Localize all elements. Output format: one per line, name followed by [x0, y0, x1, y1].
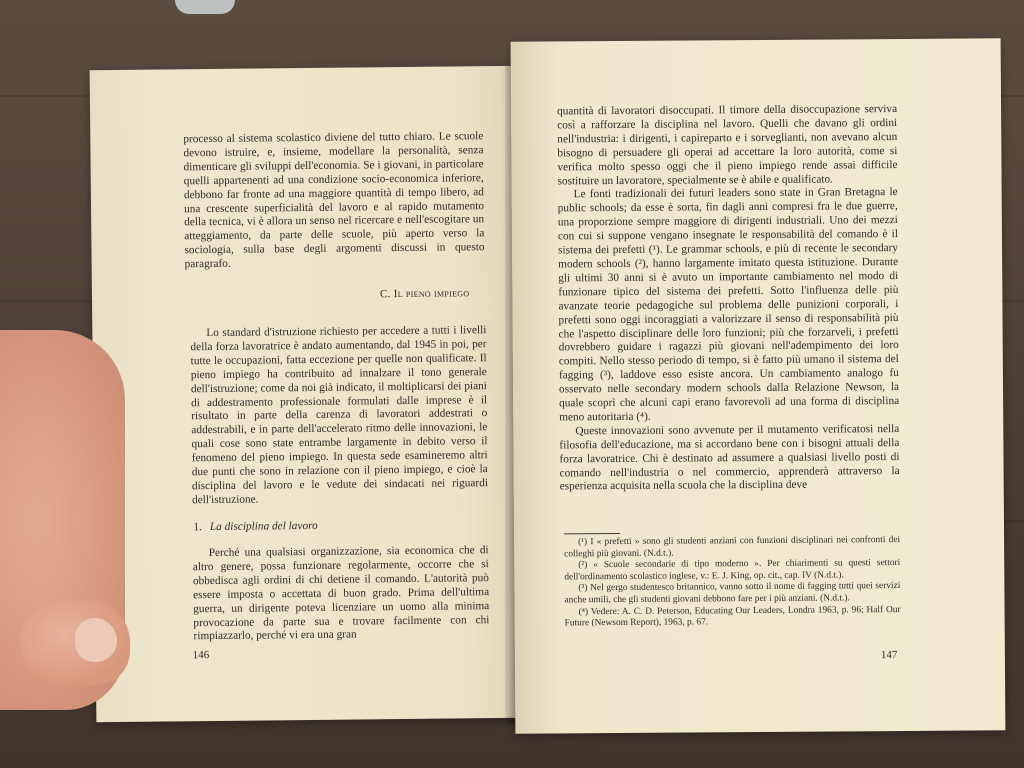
subsection-body	[193, 544, 490, 644]
subsection-number: 1.	[193, 521, 202, 534]
page-number-right: 147	[880, 649, 898, 662]
subsection-title: La disciplina del lavoro	[209, 519, 318, 534]
footnote: (¹) I « prefetti » sono gli studenti anziani con funzioni disciplinari nei confronti dei colleghi più giovani. (N.d.t.).	[564, 535, 901, 559]
section-body	[190, 324, 488, 508]
subsection-heading	[193, 520, 317, 533]
footnotes	[564, 535, 901, 630]
thumbnail	[75, 618, 117, 662]
left-intro-paragraph	[183, 130, 484, 272]
paragraph: quantità di lavoratori disoccupati. Il timore della disoccupazione serviva così a rafforzare la disciplina nel lavoro. Quelli che davano gli ordini nell'industria: i dirigenti, i capireparto e i sorveglianti, non avevano alcun bisogno di persuadere gli operai ad accettare la loro autorità, come si verifica molto spesso oggi che il pieno impiego rende assai difficile sostituire un lavoratore, specialmente se è abile e qualificato.	[557, 103, 898, 187]
left-page	[90, 66, 527, 722]
page-number-left: 146	[192, 649, 210, 662]
right-page	[511, 38, 1006, 733]
paragraph: Lo standard d'istruzione richiesto per accedere a tutti i livelli della forza lavoratrice è andato aumentando, dal 1945 in poi, per tutte le occupazioni, fatta eccezione per quelle non qualificate. Il pieno impiego ha contribuito ad innalzare il tono generale dell'istruzione; come da noi già indicato, il moltiplicarsi dei piani di addestramento professionale formulati dalle imprese è il risultato in parte della carenza di lavoratori addestrati o addestrabili, e in parte dell'accelerato ritmo delle innovazioni, le quali cose sono state entrambe largamente in debito verso il fenomeno del pieno impiego. In questa sede esamineremo altri due punti che sono in relazione con il pieno impiego, e cioè la disciplina del lavoro e le vedute dei sindacati nei riguardi dell'istruzione.	[190, 324, 489, 507]
right-body	[557, 103, 900, 495]
footnote: (²) « Scuole secondarie di tipo moderno ». Per chiarimenti su questi settori dell'ordinamento scolastico inglese, v.: E. J. King, op. cit., cap. IV (N.d.t.).	[564, 558, 901, 583]
paragraph: Queste innovazioni sono avvenute per il mutamento verificatosi nella filosofia dell'educazione, ma si accordano bene con i bisogni attuali della forza lavoratrice. Chi è destinato ad assumere a qualsiasi livello posti di comando nell'industria o nel commercio, apprenderà attraverso la esperienza acquisita nella scuola che la disciplina deve	[559, 422, 900, 493]
section-heading: C. Il pieno impiego	[379, 287, 470, 301]
footnote: (⁴) Vedere: A. C. D. Peterson, Educating Our Leaders, Londra 1963, p. 96; Half Our Future (Newsom Report), 1963, p. 67.	[564, 604, 901, 629]
footnote: (³) Nel gergo studentesco britannico, vanno sotto il nome di fagging tutti quei servizi anche umili, che gli studenti giovani debbono fare per i più anziani. (N.d.t.).	[564, 581, 901, 606]
paragraph: Perché una qualsiasi organizzazione, sia economica che di altro genere, possa funzionare regolarmente, occorre che si obbedisca agli ordini di chi detiene il comando. L'autorità può essere imposta o accettata di buon grado. Prima dell'ultima guerra, un dirigente poteva licenziare un uomo alla minima provocazione da parte sua e trovare facilmente con chi rimpiazzarlo, perché vi era una gran	[192, 544, 490, 643]
footnote-divider	[564, 533, 620, 534]
paragraph: Le fonti tradizionali dei futuri leaders sono state in Gran Bretagna le public schools; da esse è sorta, fin dagli anni compresi fra le due guerre, una proporzione sempre maggiore di dirigenti industriali. Uno dei mezzi con cui si suppone vengano insegnate le responsabilità del comando è il sistema dei prefetti (¹). Le grammar schools, e più di recente le secondary modern schools (²), hanno largamente imitato questa istituzione. Durante gli ultimi 30 anni si è avuto un importante cambiamento nel modo di funzionare tipico del sistema dei prefetti. Sotto l'influenza delle più avanzate teorie pedagogiche sul problema delle punizioni corporali, i prefetti sono oggi incoraggiati a valorizzare il senso di responsabilità più che l'aspetto disciplinare delle loro funzioni; più che forzarveli, i prefetti dovrebbero guidare i ragazzi più giovani nell'adempimento dei loro compiti. Nello stesso periodo di tempo, si è fatto più umano il sistema del fagging (³), laddove esso esiste ancora. Un cambiamento analogo fu osservato nelle secondary modern schools dalla Relazione Newson, la quale scoprì che alcuni capi erano favorevoli ad una forma di disciplina meno autoritaria (⁴).	[557, 186, 900, 424]
background-object	[175, 0, 235, 14]
paragraph: processo al sistema scolastico diviene del tutto chiaro. Le scuole devono istruire, e, insieme, modellare la personalità, senza dimenticare gli sviluppi dell'economia. Se i giovani, in particolare quelli appartenenti ad una condizione socio-economica inferiore, debbono far fronte ad una maggiore quantità di tempo libero, ad una crescente superficialità del lavoro e al rapido mutamento della tecnica, vi è allora un senso nel ricercare e nell'escogitare un atteggiamento, da parte delle scuole, più aperto verso la sociologia, sulla base degli argomenti discussi in questo paragrafo.	[183, 130, 485, 271]
